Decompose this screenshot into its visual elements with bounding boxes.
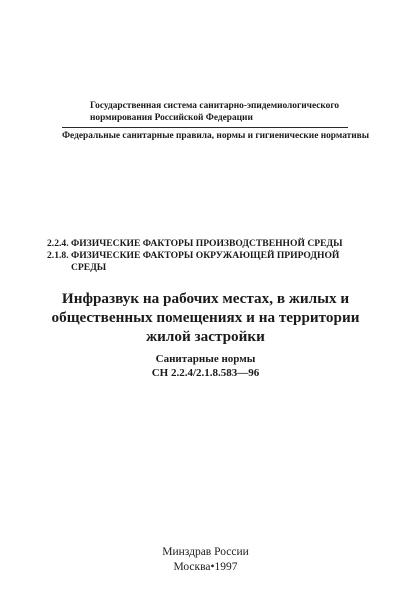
document-code: СН 2.2.4/2.1.8.583—96 (151, 367, 260, 379)
header-system-line2: нормирования Российской Федерации (90, 113, 253, 123)
document-title-line2: общественных помещениях и на территории (51, 309, 360, 326)
header-series-line: Федеральные санитарные правила, нормы и гигиенические нормативы (62, 131, 370, 141)
category-line3: СРЕДЫ (71, 262, 107, 273)
category-line1: 2.2.4. ФИЗИЧЕСКИЕ ФАКТОРЫ ПРОИЗВОДСТВЕННОЙ СРЕДЫ (47, 238, 343, 249)
category-codes (47, 238, 343, 274)
publisher-place-year: Москва•1997 (173, 561, 238, 573)
document-title-line3: жилой застройки (146, 328, 265, 345)
document-type (0, 352, 411, 380)
document-title (0, 289, 411, 346)
header-series (62, 130, 369, 142)
document-title-line1: Инфразвук на рабочих местах, в жилых и (61, 290, 350, 307)
publisher-name: Минздрав России (162, 546, 249, 558)
publisher-info (0, 545, 411, 575)
document-type-label: Санитарные нормы (155, 353, 256, 365)
header-divider (62, 127, 348, 128)
category-line2: 2.1.8. ФИЗИЧЕСКИЕ ФАКТОРЫ ОКРУЖАЮЩЕЙ ПРИРОДНОЙ (47, 250, 340, 261)
header-system (90, 100, 339, 124)
header-system-line1: Государственная система санитарно-эпидемиологического (90, 101, 340, 111)
